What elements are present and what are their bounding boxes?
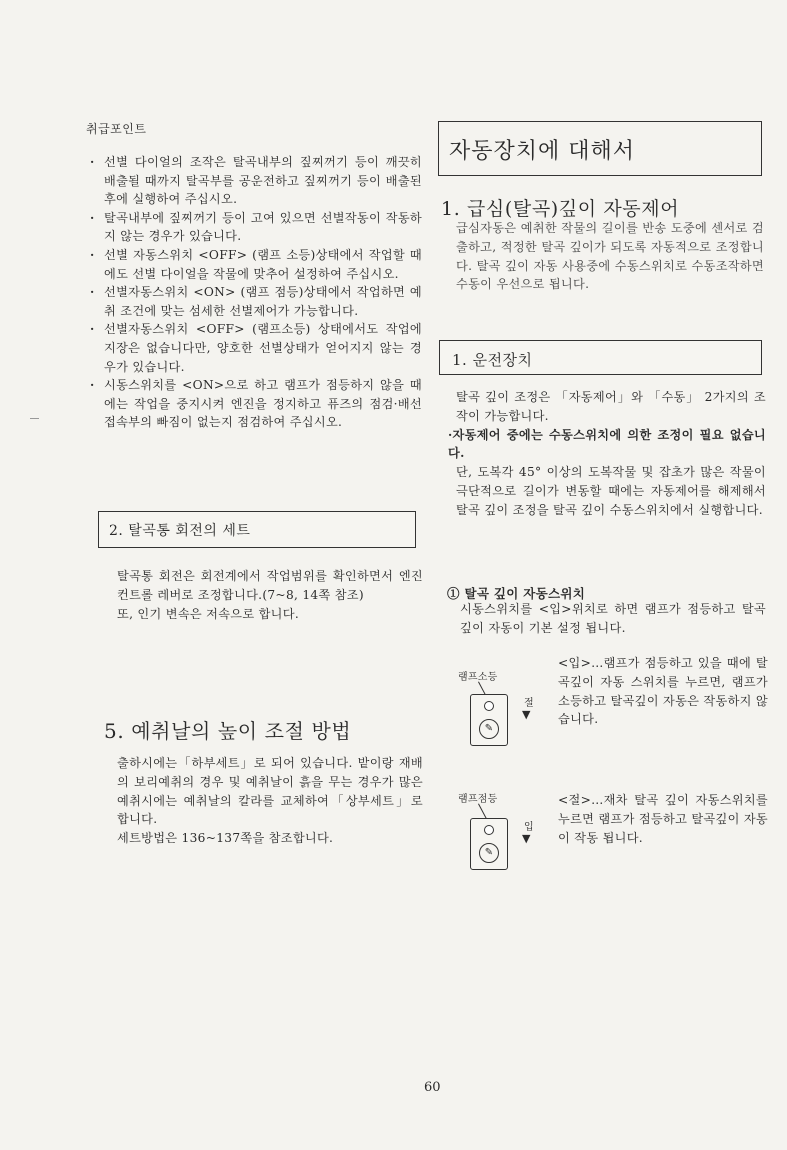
switch-text: 시동스위치를 <입>위치로 하면 램프가 점등하고 탈곡 깊이 자동이 기본 설정 됩니다.: [460, 602, 766, 635]
drive-text-2: 단, 도복각 45° 이상의 도복작물 및 잡초가 많은 작물이 극단적으로 길이가 변동할 때에는 자동제어를 해제해서 탈곡 깊이 조정을 탈곡 깊이 수동스위치에서 실행합니다.: [456, 465, 766, 517]
rotation-text-2: 또, 인기 변속은 저속으로 합니다.: [117, 606, 299, 621]
list-item: · 탈곡내부에 짚찌꺼기 등이 고여 있으면 선별작동이 작동하지 않는 경우가 있습니다.: [86, 209, 422, 246]
blade-height-section: [117, 754, 423, 848]
page-number: 60: [424, 1080, 441, 1095]
switch-title: ① 탈곡 깊이 자동스위치: [447, 586, 586, 601]
lamp-off-diagram: [458, 668, 534, 748]
blade-height-text-2: 세트방법은 136~137쪽을 참조합니다.: [117, 831, 334, 846]
lamp-on-diagram: [458, 790, 534, 872]
auto-depth-text: 급심자동은 예취한 작물의 길이를 반송 도중에 센서로 검출하고, 적정한 탈곡 깊이가 되도록 자동적으로 조정합니다. 탈곡 깊이 자동 사용중에 수동스위치로 수동조작하면 수동이 우선으로 됩니다.: [456, 221, 764, 292]
handling-points-list: [86, 153, 422, 432]
lamp-on-label: 램프점등: [458, 794, 498, 805]
list-item: · 선별 자동스위치 <OFF> (램프 소등)상태에서 작업할 때에도 선별 다이얼을 작물에 맞추어 설정하여 주십시오.: [86, 246, 422, 283]
auto-switch-panel: [470, 818, 508, 870]
auto-depth-heading: 1. 급심(탈곡)깊이 자동제어: [441, 198, 680, 220]
handling-points-section: [86, 120, 422, 432]
list-item: · 선별자동스위치 <ON> (램프 점등)상태에서 작업하면 예취 조건에 맞는 섬세한 선별제어가 가능합니다.: [86, 283, 422, 320]
drive-note: ·자동제어 중에는 수동스위치에 의한 조정이 필요 없습니다.: [448, 427, 766, 461]
blade-height-text: 출하시에는「하부세트」로 되어 있습니다. 밭이랑 재배의 보리예취의 경우 및 예취날이 흙을 무는 경우가 많은 예취시에는 예취날의 칼라를 교체하여「상부세트」로 합니다.: [117, 756, 423, 827]
switch-knob-icon: ✎: [479, 719, 499, 739]
down-arrow-icon: ▼: [522, 832, 531, 845]
lamp-off-label: 램프소등: [458, 672, 498, 683]
margin-mark: [30, 418, 39, 419]
lamp-on-icon: [484, 825, 494, 835]
switch-knob-icon: ✎: [479, 843, 499, 863]
on-explanation: <절>…재차 탈곡 깊이 자동스위치를 누르면 램프가 점등하고 탈곡깊이 자동이 작동 됩니다.: [558, 793, 768, 845]
down-arrow-icon: ▼: [522, 708, 531, 721]
list-item: · 시동스위치를 <ON>으로 하고 램프가 점등하지 않을 때에는 작업을 중지시켜 엔진을 정지하고 퓨즈의 점검·배선 접속부의 빠짐이 없는지 점검하여 주십시오.: [86, 376, 422, 432]
list-item: · 선별자동스위치 <OFF> (램프소등) 상태에서도 작업에 지장은 없습니다만, 양호한 선별상태가 얻어지지 않는 경우가 있습니다.: [86, 320, 422, 376]
drive-section: [448, 388, 766, 520]
list-item: · 선별 다이얼의 조작은 탈곡내부의 짚찌꺼기 등이 깨끗히 배출될 때까지 탈곡부를 공운전하고 짚찌꺼기 등이 배출된 후에 실행하여 주십시오.: [86, 153, 422, 209]
auto-device-heading: 자동장치에 대해서: [438, 121, 762, 176]
on-mark: 입: [524, 822, 534, 833]
section-label: 취급포인트: [86, 122, 147, 136]
rotation-heading: 2. 탈곡통 회전의 세트: [98, 511, 416, 548]
rotation-section: [117, 567, 423, 623]
blade-height-heading: 5. 예취날의 높이 조절 방법: [104, 719, 352, 743]
auto-switch-panel: [470, 694, 508, 746]
lamp-off-icon: [484, 701, 494, 711]
drive-heading: 1. 운전장치: [439, 340, 762, 375]
drive-text: 탈곡 깊이 조정은 「자동제어」와 「수동」 2가지의 조작이 가능합니다.: [456, 390, 766, 423]
off-explanation: <입>…램프가 점등하고 있을 때에 탈곡깊이 자동 스위치를 누르면, 램프가 소등하고 탈곡깊이 자동은 작동하지 않습니다.: [558, 656, 768, 727]
rotation-text: 탈곡통 회전은 회전계에서 작업범위를 확인하면서 엔진컨트롤 레버로 조정합니다.(7~8, 14쪽 참조): [117, 569, 423, 602]
off-mark: 절: [524, 698, 534, 709]
